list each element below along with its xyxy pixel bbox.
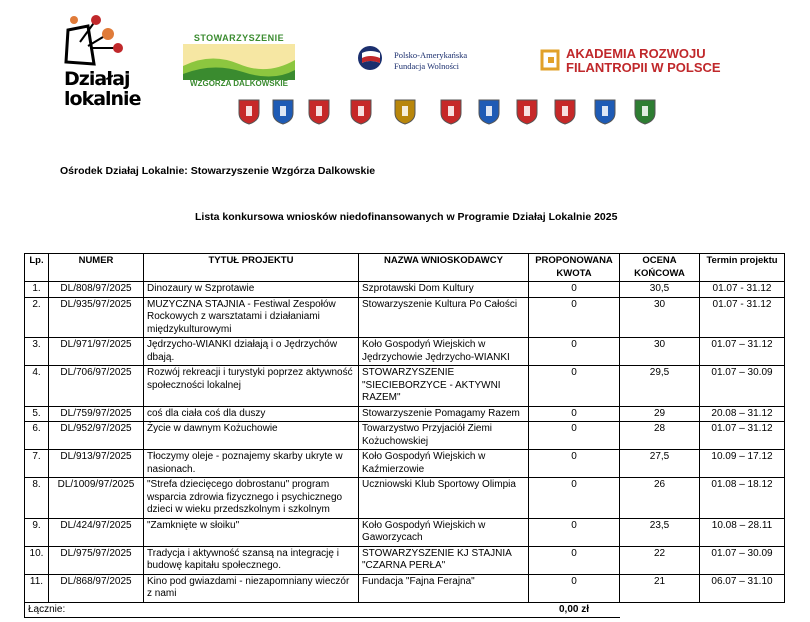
cell-lp: 6. bbox=[25, 422, 49, 450]
table-row bbox=[25, 546, 785, 574]
table-row bbox=[25, 338, 785, 366]
cell-lp: 9. bbox=[25, 518, 49, 546]
cell-termin: 01.07 – 30.09 bbox=[700, 366, 785, 407]
cell-tytul: Kino pod gwiazdami - niezapomniany wieczór z nami bbox=[144, 574, 359, 602]
cell-lp: 5. bbox=[25, 406, 49, 422]
arfp-line1: AKADEMIA ROZWOJU bbox=[566, 46, 706, 61]
cell-kwota: 0 bbox=[529, 450, 620, 478]
stowarzyszenie-bottom-text: WZGÓRZA DALKOWSKIE bbox=[190, 79, 288, 88]
table-row bbox=[25, 450, 785, 478]
pafw-line2: Fundacja Wolności bbox=[394, 61, 460, 71]
header-tytul: TYTUŁ PROJEKTU bbox=[144, 254, 359, 282]
cell-ocena: 26 bbox=[620, 478, 700, 519]
table-row bbox=[25, 297, 785, 338]
crest-icon bbox=[440, 99, 462, 125]
cell-numer: DL/971/97/2025 bbox=[49, 338, 144, 366]
bracket-icon bbox=[540, 49, 562, 71]
sum-row bbox=[25, 602, 785, 618]
cell-numer: DL/706/97/2025 bbox=[49, 366, 144, 407]
cell-tytul: Rozwój rekreacji i turystyki poprzez aktywność społeczności lokalnej bbox=[144, 366, 359, 407]
arfp-text bbox=[566, 47, 721, 75]
header-numer: NUMER bbox=[49, 254, 144, 282]
header-lp: Lp. bbox=[25, 254, 49, 282]
cell-kwota: 0 bbox=[529, 546, 620, 574]
crest-icon bbox=[394, 99, 416, 125]
header-termin: Termin projektu bbox=[700, 254, 785, 282]
cell-lp: 8. bbox=[25, 478, 49, 519]
table-row bbox=[25, 282, 785, 298]
crest-icon bbox=[272, 99, 294, 125]
cell-kwota: 0 bbox=[529, 366, 620, 407]
cell-tytul: coś dla ciała coś dla duszy bbox=[144, 406, 359, 422]
cell-termin: 10.09 – 17.12 bbox=[700, 450, 785, 478]
lokalnie-text: lokalnie bbox=[64, 88, 141, 110]
cell-ocena: 22 bbox=[620, 546, 700, 574]
crest-icon bbox=[478, 99, 500, 125]
cell-numer: DL/913/97/2025 bbox=[49, 450, 144, 478]
cell-ocena: 28 bbox=[620, 422, 700, 450]
crest-icon bbox=[238, 99, 260, 125]
cell-numer: DL/975/97/2025 bbox=[49, 546, 144, 574]
sum-empty-2 bbox=[700, 602, 785, 618]
cell-kwota: 0 bbox=[529, 338, 620, 366]
cell-ocena: 30 bbox=[620, 297, 700, 338]
cell-kwota: 0 bbox=[529, 282, 620, 298]
cell-termin: 01.08 – 18.12 bbox=[700, 478, 785, 519]
cell-tytul: Tradycja i aktywność szansą na integrację i budowę kapitału społecznego. bbox=[144, 546, 359, 574]
stowarzyszenie-top-text: STOWARZYSZENIE bbox=[193, 33, 285, 43]
cell-termin: 01.07 – 30.09 bbox=[700, 546, 785, 574]
crest-icon bbox=[516, 99, 538, 125]
cell-lp: 7. bbox=[25, 450, 49, 478]
cell-termin: 01.07 – 31.12 bbox=[700, 338, 785, 366]
sum-label: Łącznie: bbox=[25, 602, 529, 618]
cell-nazwa: STOWARZYSZENIE "SIECIEBORZYCE - AKTYWNI RAZEM" bbox=[359, 366, 529, 407]
cell-nazwa: Stowarzyszenie Pomagamy Razem bbox=[359, 406, 529, 422]
sum-value: 0,00 zł bbox=[529, 602, 620, 618]
cell-numer: DL/759/97/2025 bbox=[49, 406, 144, 422]
crest-icon bbox=[308, 99, 330, 125]
cell-kwota: 0 bbox=[529, 297, 620, 338]
header-nazwa: NAZWA WNIOSKODAWCY bbox=[359, 254, 529, 282]
cell-tytul: Tłoczymy oleje - poznajemy skarby ukryte w nasionach. bbox=[144, 450, 359, 478]
flag-icon bbox=[354, 45, 386, 71]
cell-kwota: 0 bbox=[529, 518, 620, 546]
flowers-icon bbox=[60, 12, 140, 68]
cell-lp: 10. bbox=[25, 546, 49, 574]
table-row bbox=[25, 422, 785, 450]
cell-numer: DL/868/97/2025 bbox=[49, 574, 144, 602]
cell-tytul: Życie w dawnym Kożuchowie bbox=[144, 422, 359, 450]
arfp-logo bbox=[540, 47, 740, 77]
cell-tytul: Dinozaury w Szprotawie bbox=[144, 282, 359, 298]
cell-tytul: "Strefa dziecięcego dobrostanu" program wsparcia zdrowia fizycznego i psychicznego dzieci w wieku przedszkolnym i szkolnym bbox=[144, 478, 359, 519]
crest-icon bbox=[594, 99, 616, 125]
cell-nazwa: Koło Gospodyń Wiejskich w Kaźmierzowie bbox=[359, 450, 529, 478]
cell-numer: DL/1009/97/2025 bbox=[49, 478, 144, 519]
applications-table bbox=[24, 253, 785, 618]
cell-nazwa: Koło Gospodyń Wiejskich w Gaworzycach bbox=[359, 518, 529, 546]
header-kwota: PROPONOWANA KWOTA bbox=[529, 254, 620, 282]
cell-ocena: 29,5 bbox=[620, 366, 700, 407]
hills-icon bbox=[183, 44, 295, 80]
cell-termin: 01.07 - 31.12 bbox=[700, 282, 785, 298]
table-row bbox=[25, 574, 785, 602]
cell-termin: 20.08 – 31.12 bbox=[700, 406, 785, 422]
cell-termin: 01.07 – 31.12 bbox=[700, 422, 785, 450]
cell-lp: 3. bbox=[25, 338, 49, 366]
table-row bbox=[25, 518, 785, 546]
table-row bbox=[25, 366, 785, 407]
cell-tytul: Jędrzycho-WIANKI działają i o Jędrzychów dbają. bbox=[144, 338, 359, 366]
cell-nazwa: Uczniowski Klub Sportowy Olimpia bbox=[359, 478, 529, 519]
cell-numer: DL/935/97/2025 bbox=[49, 297, 144, 338]
cell-termin: 01.07 - 31.12 bbox=[700, 297, 785, 338]
cell-lp: 2. bbox=[25, 297, 49, 338]
dzialaj-lokalnie-logo bbox=[60, 12, 140, 112]
list-title: Lista konkursowa wniosków niedofinansowanych w Programie Działaj Lokalnie 2025 bbox=[195, 211, 618, 223]
cell-ocena: 21 bbox=[620, 574, 700, 602]
stowarzyszenie-logo bbox=[183, 33, 295, 93]
cell-kwota: 0 bbox=[529, 406, 620, 422]
pafw-logo bbox=[354, 45, 494, 75]
cell-kwota: 0 bbox=[529, 574, 620, 602]
cell-kwota: 0 bbox=[529, 422, 620, 450]
cell-ocena: 30,5 bbox=[620, 282, 700, 298]
cell-nazwa: Towarzystwo Przyjaciół Ziemi Kożuchowskiej bbox=[359, 422, 529, 450]
cell-lp: 11. bbox=[25, 574, 49, 602]
cell-numer: DL/424/97/2025 bbox=[49, 518, 144, 546]
cell-termin: 06.07 – 31.10 bbox=[700, 574, 785, 602]
cell-ocena: 30 bbox=[620, 338, 700, 366]
crest-icon bbox=[634, 99, 656, 125]
cell-nazwa: Stowarzyszenie Kultura Po Całości bbox=[359, 297, 529, 338]
cell-numer: DL/808/97/2025 bbox=[49, 282, 144, 298]
organization-line: Ośrodek Działaj Lokalnie: Stowarzyszenie Wzgórza Dalkowskie bbox=[60, 165, 376, 177]
cell-lp: 1. bbox=[25, 282, 49, 298]
pafw-text bbox=[394, 50, 467, 72]
crest-icon bbox=[350, 99, 372, 125]
cell-lp: 4. bbox=[25, 366, 49, 407]
cell-nazwa: STOWARZYSZENIE KJ STAJNIA "CZARNA PERŁA" bbox=[359, 546, 529, 574]
header-ocena: OCENA KOŃCOWA bbox=[620, 254, 700, 282]
crest-icon bbox=[554, 99, 576, 125]
pafw-line1: Polsko-Amerykańska bbox=[394, 50, 468, 60]
table-row bbox=[25, 406, 785, 422]
cell-tytul: MUZYCZNA STAJNIA - Festiwal Zespołów Rockowych z warsztatami i działaniami międzykulturowymi bbox=[144, 297, 359, 338]
sum-empty-1 bbox=[620, 602, 700, 618]
cell-nazwa: Szprotawski Dom Kultury bbox=[359, 282, 529, 298]
cell-ocena: 29 bbox=[620, 406, 700, 422]
cell-kwota: 0 bbox=[529, 478, 620, 519]
cell-tytul: "Zamknięte w słoiku" bbox=[144, 518, 359, 546]
cell-nazwa: Fundacja "Fajna Ferajna" bbox=[359, 574, 529, 602]
cell-ocena: 27,5 bbox=[620, 450, 700, 478]
cell-nazwa: Koło Gospodyń Wiejskich w Jędrzychowie Jędrzycho-WIANKI bbox=[359, 338, 529, 366]
table-row bbox=[25, 478, 785, 519]
cell-numer: DL/952/97/2025 bbox=[49, 422, 144, 450]
table-header-row bbox=[25, 254, 785, 282]
cell-ocena: 23,5 bbox=[620, 518, 700, 546]
cell-termin: 10.08 – 28.11 bbox=[700, 518, 785, 546]
arfp-line2: FILANTROPII W POLSCE bbox=[566, 60, 721, 75]
dzialaj-text: Działaj bbox=[64, 68, 130, 90]
